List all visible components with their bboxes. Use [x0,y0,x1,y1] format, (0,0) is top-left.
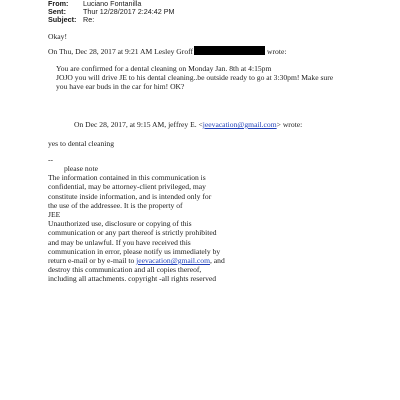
disclaimer-line-6: Unauthorized use, disclosure or copying of this [48,219,192,229]
reply-text: Okay! [48,32,67,41]
disclaimer-line-1: The information contained in this communication is [48,173,206,183]
disclaimer-line-7: communication or any part thereof is strictly prohibited [48,228,217,238]
quote2-intro [74,121,302,130]
quote2-email-link[interactable]: jeevacation@gmail.com [202,120,277,129]
from-value: Luciano Fontanilla [83,0,142,8]
sent-label: Sent: [48,7,66,16]
from-label: From: [48,0,69,8]
yes-line: yes to dental cleaning [48,139,115,148]
disclaimer-line-10: destroy this communication and all copies thereof, [48,265,202,275]
please-note: please note [64,164,98,173]
quote1-intro [48,46,286,57]
disclaimer-line-3: constitute inside information, and is intended only for [48,191,212,201]
quote1-line-1: You are confirmed for a dental cleaning on Monday Jan. 8th at 4:15pm [56,64,272,73]
return-tail: , and [209,256,225,266]
quote1-intro-text: On Thu, Dec 28, 2017 at 9:21 AM Lesley Groff [48,47,194,56]
sent-row [48,8,368,16]
disclaimer-line-8: and may be unlawful. If you have received this [48,237,191,247]
sent-value: Thur 12/28/2017 2:24:42 PM [83,7,175,16]
quote2-intro-wrote: > wrote: [276,120,303,129]
subject-value: Re: [83,15,95,24]
subject-row [48,16,368,24]
disclaimer-line-2: confidential, may be attorney-client privileged, may [48,182,206,192]
disclaimer-return-line [48,256,225,265]
disclaimer-line-4: the use of the addressee. It is the property of [48,200,183,210]
email-header [48,0,368,24]
redaction-block [194,46,265,55]
quote1-line-3: you have ear buds in the car for him! OK? [56,82,185,91]
disclaimer-line-5: JEE [48,210,61,220]
signature-disclaimer [48,164,225,284]
return-email-link[interactable]: jeevacation@gmail.com [136,256,210,266]
disclaimer-line-9: communication in error, please notify us immediately by [48,246,221,256]
signature-dashes: -- [48,155,54,164]
subject-label: Subject: [48,15,77,24]
quote1-line-2: JOJO you will drive JE to his dental cleaning..be outside ready to go at 3:30pm! Make sure [56,73,334,82]
return-text: return e-mail or by e-mail to [48,256,137,266]
quote1-intro-wrote: wrote: [267,47,287,56]
quote2-intro-text: On Dec 28, 2017, at 9:15 AM, jeffrey E. < [74,120,203,129]
disclaimer-line-11: including all attachments. copyright -all rights reserved [48,274,217,284]
